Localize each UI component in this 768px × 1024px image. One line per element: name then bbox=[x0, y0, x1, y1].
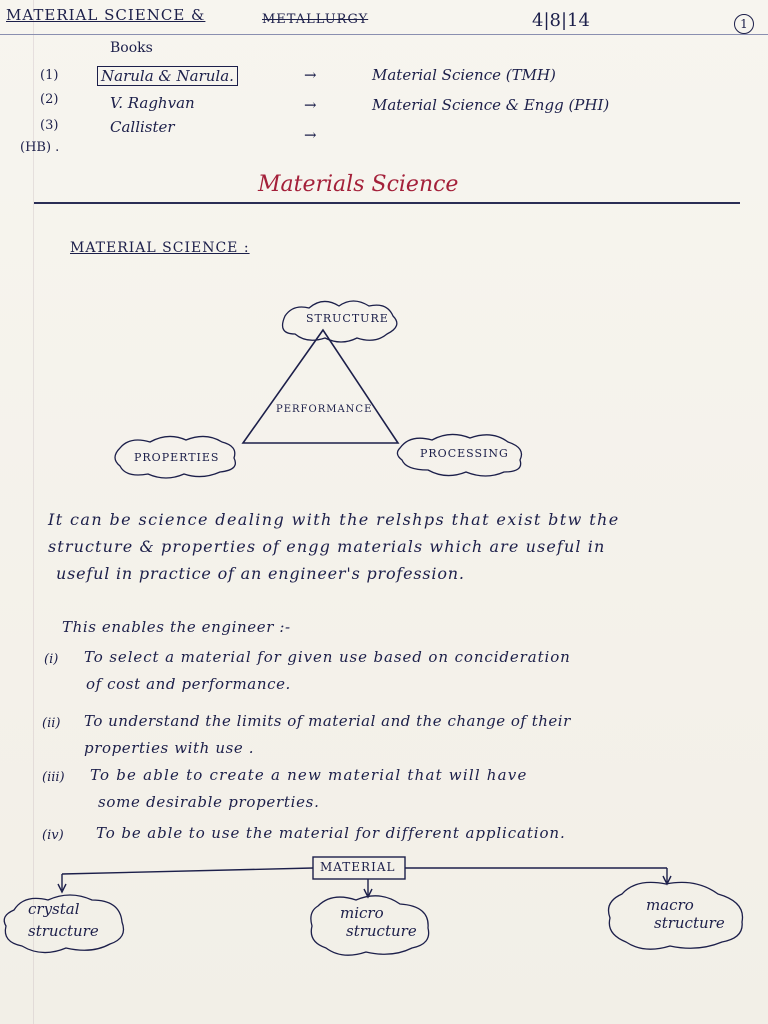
enables-item-3-line-2: some desirable properties. bbox=[98, 793, 320, 811]
book-1-number: (1) bbox=[40, 68, 59, 83]
page-number: 1 bbox=[734, 14, 754, 34]
book-side-note: (HB) . bbox=[20, 140, 60, 155]
tree-middle-line-1: micro bbox=[340, 904, 384, 922]
enables-intro: This enables the engineer :- bbox=[62, 618, 291, 636]
header-date: 4|8|14 bbox=[532, 10, 590, 31]
book-2-author: V. Raghvan bbox=[110, 94, 195, 112]
diagram-properties: PROPERTIES bbox=[134, 451, 220, 464]
book-2-number: (2) bbox=[40, 92, 59, 107]
definition-line-3: useful in practice of an engineer's profession. bbox=[56, 564, 465, 583]
enables-item-3-number: (iii) bbox=[42, 770, 65, 785]
books-heading: Books bbox=[110, 40, 153, 56]
header-title: MATERIAL SCIENCE & bbox=[6, 6, 206, 24]
enables-item-2-line-2: properties with use . bbox=[84, 739, 255, 757]
book-1-arrow: → bbox=[304, 66, 317, 84]
enables-item-4-number: (iv) bbox=[42, 828, 64, 843]
book-3-number: (3) bbox=[40, 118, 59, 133]
tree-right-line-2: structure bbox=[654, 914, 725, 932]
section-heading: MATERIAL SCIENCE : bbox=[70, 240, 250, 256]
enables-item-1-line-1: To select a material for given use based on concideration bbox=[84, 648, 571, 666]
tree-right-line-1: macro bbox=[646, 896, 694, 914]
enables-item-1-line-2: of cost and performance. bbox=[86, 675, 291, 693]
main-title: Materials Science bbox=[258, 172, 459, 197]
tree-middle-line-2: structure bbox=[346, 922, 417, 940]
tree-left-line-1: crystal bbox=[28, 900, 80, 918]
header-struck-title: METALLURGY bbox=[262, 12, 369, 27]
enables-item-4-line-1: To be able to use the material for different application. bbox=[96, 824, 566, 842]
book-2-arrow: → bbox=[304, 96, 317, 114]
book-2-title: Material Science & Engg (PHI) bbox=[372, 96, 610, 114]
diagram-processing: PROCESSING bbox=[420, 447, 509, 460]
tree-root-material: MATERIAL bbox=[320, 860, 396, 874]
tree-left-line-2: structure bbox=[28, 922, 99, 940]
diagram-structure: STRUCTURE bbox=[306, 312, 389, 325]
enables-item-2-number: (ii) bbox=[42, 716, 61, 731]
enables-item-3-line-1: To be able to create a new material that will have bbox=[90, 766, 528, 784]
enables-item-1-number: (i) bbox=[44, 652, 59, 667]
enables-item-2-line-1: To understand the limits of material and the change of their bbox=[84, 712, 571, 730]
book-1-author: Narula & Narula. bbox=[97, 66, 238, 86]
diagram-performance: PERFORMANCE bbox=[276, 404, 373, 415]
book-3-arrow: → bbox=[304, 126, 317, 144]
definition-line-1: It can be science dealing with the relshps that exist btw the bbox=[48, 510, 620, 529]
book-3-author: Callister bbox=[110, 118, 175, 136]
definition-line-2: structure & properties of engg materials which are useful in bbox=[48, 537, 606, 556]
book-1-title: Material Science (TMH) bbox=[372, 66, 556, 84]
